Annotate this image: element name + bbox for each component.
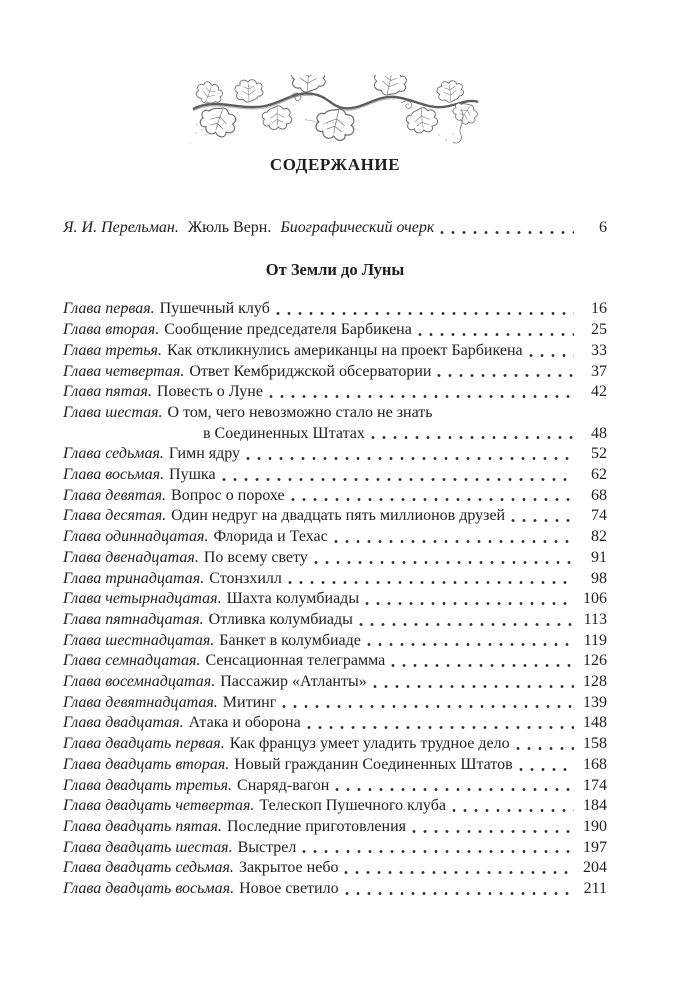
chapter-page-number: 52 bbox=[591, 445, 607, 463]
toc-list bbox=[63, 299, 607, 899]
chapter-page-number: 113 bbox=[583, 610, 607, 628]
chapter-title: Снаряд-вагон bbox=[237, 776, 330, 794]
toc-entry-text bbox=[63, 879, 339, 900]
toc-entry bbox=[63, 362, 607, 383]
dot-leader bbox=[345, 891, 574, 896]
toc-entry-text bbox=[63, 713, 301, 734]
dot-leader bbox=[529, 353, 574, 358]
chapter-label: Глава пятая. bbox=[63, 383, 152, 401]
chapter-label: Глава вторая. bbox=[63, 321, 160, 339]
toc-entry bbox=[63, 796, 607, 817]
preface-entry-text bbox=[63, 218, 434, 239]
chapter-title: Повесть о Луне bbox=[156, 383, 263, 401]
chapter-page-number: 82 bbox=[591, 528, 607, 546]
toc-entry-text bbox=[63, 610, 353, 631]
chapter-title: Ответ Кембриджской обсерватории bbox=[189, 362, 432, 380]
toc-entry-text bbox=[63, 548, 308, 569]
toc-entry bbox=[63, 569, 607, 590]
chapter-label: Глава десятая. bbox=[63, 507, 167, 525]
chapter-title: Вопрос о порохе bbox=[171, 486, 285, 504]
chapter-title: Флорида и Техас bbox=[213, 528, 328, 546]
toc-entry bbox=[63, 486, 607, 507]
chapter-label: Глава двадцать седьмая. bbox=[63, 859, 234, 877]
chapter-page-number: 74 bbox=[591, 507, 607, 525]
chapter-page-number: 91 bbox=[591, 548, 607, 566]
dot-leader bbox=[288, 580, 574, 585]
chapter-page-number: 48 bbox=[591, 424, 607, 442]
chapter-title: Митинг bbox=[222, 693, 277, 711]
chapter-label: Глава шестая. bbox=[63, 403, 163, 421]
chapter-page-number: 119 bbox=[583, 631, 607, 649]
toc-entry-text bbox=[63, 693, 276, 714]
toc-entry-text bbox=[63, 672, 367, 693]
toc-entry bbox=[63, 548, 607, 569]
dot-leader bbox=[516, 746, 574, 751]
toc-entry-text bbox=[63, 776, 329, 797]
chapter-title: Пушка bbox=[169, 466, 216, 484]
chapter-page-number: 148 bbox=[583, 714, 607, 732]
chapter-title: По всему свету bbox=[203, 548, 308, 566]
toc-entry-text bbox=[63, 362, 431, 383]
chapter-label: Глава двадцать пятая. bbox=[63, 817, 222, 835]
toc-entry-text bbox=[63, 858, 338, 879]
chapter-label: Глава третья. bbox=[63, 341, 162, 359]
chapter-page-number: 190 bbox=[583, 817, 607, 835]
chapter-page-number: 106 bbox=[583, 590, 607, 608]
chapter-label: Глава двадцать первая. bbox=[63, 735, 225, 753]
toc-entry bbox=[63, 610, 607, 631]
chapter-title: Закрытое небо bbox=[238, 859, 339, 877]
toc-entry bbox=[63, 341, 607, 362]
dot-leader bbox=[452, 808, 574, 813]
dot-leader bbox=[344, 870, 574, 875]
chapter-title: Отливка колумбиады bbox=[208, 610, 353, 628]
toc-entry-text bbox=[63, 734, 510, 755]
toc-entry-text bbox=[63, 506, 505, 527]
dot-leader bbox=[334, 539, 574, 544]
toc-entry-text bbox=[63, 403, 433, 424]
toc-entry-text bbox=[63, 465, 216, 486]
chapter-label: Глава двадцать вторая. bbox=[63, 755, 230, 773]
chapter-title: Стонзхилл bbox=[209, 569, 282, 587]
chapter-label: Глава седьмая. bbox=[63, 445, 164, 463]
chapter-page-number: 42 bbox=[591, 383, 607, 401]
chapter-label: Глава двадцать восьмая. bbox=[63, 880, 235, 898]
chapter-label: Глава семнадцатая. bbox=[63, 652, 201, 670]
chapter-title: Как откликнулись американцы на проект Барбикена bbox=[166, 341, 523, 359]
dot-leader bbox=[222, 477, 574, 482]
toc-entry bbox=[63, 320, 607, 341]
toc-entry bbox=[63, 776, 607, 797]
toc-entry bbox=[63, 403, 607, 424]
toc-entry-text bbox=[63, 589, 359, 610]
chapter-title: Телескоп Пушечного клуба bbox=[259, 797, 446, 815]
toc-entry bbox=[63, 299, 607, 320]
dot-leader bbox=[359, 622, 574, 627]
toc-entry bbox=[63, 672, 607, 693]
chapter-page-number: 139 bbox=[583, 693, 607, 711]
chapter-label: Глава шестнадцатая. bbox=[63, 631, 215, 649]
chapter-page-number: 33 bbox=[591, 341, 607, 359]
chapter-label: Глава двадцать четвертая. bbox=[63, 797, 255, 815]
chapter-page-number: 174 bbox=[583, 776, 607, 794]
toc-entry bbox=[63, 713, 607, 734]
dot-leader bbox=[511, 518, 574, 523]
chapter-page-number: 211 bbox=[583, 880, 607, 898]
chapter-page-number: 37 bbox=[591, 362, 607, 380]
chapter-label: Глава восемнадцатая. bbox=[63, 673, 216, 691]
chapter-label: Глава девятая. bbox=[63, 486, 167, 504]
dot-leader bbox=[437, 373, 574, 378]
chapter-page-number: 197 bbox=[583, 838, 607, 856]
chapter-title: Новое светило bbox=[239, 880, 339, 898]
grapevine-ornament-illustration bbox=[189, 75, 481, 151]
chapter-label: Глава четвертая. bbox=[63, 362, 185, 380]
chapter-title: Атака и оборона bbox=[188, 714, 301, 732]
chapter-page-number: 16 bbox=[591, 300, 607, 318]
toc-entry-text bbox=[63, 651, 385, 672]
toc-entry bbox=[63, 465, 607, 486]
toc-entry-text bbox=[63, 569, 282, 590]
dot-leader bbox=[373, 684, 574, 689]
toc-entry-continuation bbox=[63, 424, 607, 445]
toc-entry bbox=[63, 527, 607, 548]
chapter-label: Глава восьмая. bbox=[63, 466, 165, 484]
toc-entry-text bbox=[63, 755, 513, 776]
chapter-title: Последние приготовления bbox=[226, 817, 407, 835]
chapter-label: Глава одиннадцатая. bbox=[63, 528, 209, 546]
chapter-title: О том, чего невозможно стало не знать bbox=[167, 403, 433, 421]
preface-page-number: 6 bbox=[599, 219, 607, 236]
chapter-title: Шахта колумбиады bbox=[226, 590, 360, 608]
toc-entry-text bbox=[63, 341, 523, 362]
chapter-title: Как француз умеет уладить трудное дело bbox=[229, 735, 510, 753]
dot-leader bbox=[412, 829, 574, 834]
chapter-page-number: 204 bbox=[583, 859, 607, 877]
toc-entry bbox=[63, 817, 607, 838]
chapter-page-number: 126 bbox=[583, 652, 607, 670]
toc-entry bbox=[63, 651, 607, 672]
chapter-page-number: 168 bbox=[583, 755, 607, 773]
toc-entry bbox=[63, 755, 607, 776]
chapter-label: Глава двадцать шестая. bbox=[63, 838, 233, 856]
chapter-title: Выстрел bbox=[237, 838, 297, 856]
chapter-title: Пассажир «Атланты» bbox=[220, 673, 367, 691]
chapter-page-number: 184 bbox=[583, 797, 607, 815]
ornament-container bbox=[63, 75, 607, 153]
dot-leader bbox=[335, 787, 574, 792]
toc-entry bbox=[63, 734, 607, 755]
dot-leader bbox=[391, 663, 574, 668]
toc-entry-text bbox=[63, 838, 296, 859]
dot-leader bbox=[291, 497, 574, 502]
toc-entry-text bbox=[63, 796, 446, 817]
dot-leader bbox=[367, 642, 574, 647]
preface-subtitle: Биографический очерк bbox=[280, 219, 435, 236]
chapter-page-number: 158 bbox=[583, 735, 607, 753]
chapter-label: Глава девятнадцатая. bbox=[63, 693, 218, 711]
toc-entry bbox=[63, 858, 607, 879]
chapter-label: Глава двадцатая. bbox=[63, 714, 184, 732]
chapter-label: Глава двенадцатая. bbox=[63, 548, 199, 566]
toc-entry-text bbox=[63, 527, 328, 548]
toc-entry-text bbox=[63, 631, 361, 652]
dot-leader bbox=[440, 230, 574, 235]
preface-title: Жюль Верн. bbox=[187, 219, 272, 236]
chapter-label: Глава пятнадцатая. bbox=[63, 610, 204, 628]
section-title: От Земли до Луны bbox=[265, 259, 405, 279]
dot-leader bbox=[418, 332, 574, 337]
chapter-title: Сенсационная телеграмма bbox=[205, 652, 386, 670]
toc-entry-text bbox=[63, 817, 406, 838]
chapter-title: Сообщение председателя Барбикена bbox=[164, 321, 412, 339]
preface-author: Я. И. Перельман. bbox=[63, 219, 179, 236]
dot-leader bbox=[302, 849, 574, 854]
toc-entry bbox=[63, 879, 607, 900]
dot-leader bbox=[276, 311, 574, 316]
chapter-title: Пушечный клуб bbox=[159, 300, 270, 318]
dot-leader bbox=[307, 725, 574, 730]
chapter-title: Один недруг на двадцать пять миллионов друзей bbox=[171, 507, 506, 525]
toc-entry-text bbox=[63, 299, 270, 320]
chapter-title: Банкет в колумбиаде bbox=[219, 631, 361, 649]
dot-leader bbox=[365, 601, 574, 606]
chapter-page-number: 62 bbox=[591, 466, 607, 484]
dot-leader bbox=[519, 767, 574, 772]
chapter-title: Гимн ядру bbox=[168, 445, 241, 463]
toc-entry-text bbox=[63, 382, 263, 403]
dot-leader bbox=[371, 435, 574, 440]
chapter-page-number: 128 bbox=[583, 673, 607, 691]
toc-entry bbox=[63, 506, 607, 527]
chapter-label: Глава двадцать третья. bbox=[63, 776, 233, 794]
chapter-label: Глава первая. bbox=[63, 300, 155, 318]
chapter-page-number: 25 bbox=[591, 321, 607, 339]
toc-entry-text bbox=[63, 486, 285, 507]
dot-leader bbox=[282, 704, 574, 709]
chapter-title-continued: в Соединенных Штатах bbox=[203, 424, 365, 442]
dot-leader bbox=[269, 394, 574, 399]
chapter-label: Глава четырнадцатая. bbox=[63, 590, 222, 608]
dot-leader bbox=[246, 456, 574, 461]
toc-entry bbox=[63, 631, 607, 652]
toc-entry-text bbox=[63, 320, 412, 341]
chapter-page-number: 98 bbox=[591, 569, 607, 587]
preface-entry bbox=[63, 218, 607, 239]
toc-entry bbox=[63, 382, 607, 403]
chapter-label: Глава тринадцатая. bbox=[63, 569, 205, 587]
toc-entry-text bbox=[63, 444, 240, 465]
toc-entry bbox=[63, 589, 607, 610]
chapter-title: Новый гражданин Соединенных Штатов bbox=[234, 755, 513, 773]
contents-heading: СОДЕРЖАНИЕ bbox=[269, 155, 401, 174]
toc-entry bbox=[63, 693, 607, 714]
dot-leader bbox=[314, 560, 574, 565]
toc-entry bbox=[63, 838, 607, 859]
chapter-page-number: 68 bbox=[591, 486, 607, 504]
toc-entry bbox=[63, 444, 607, 465]
